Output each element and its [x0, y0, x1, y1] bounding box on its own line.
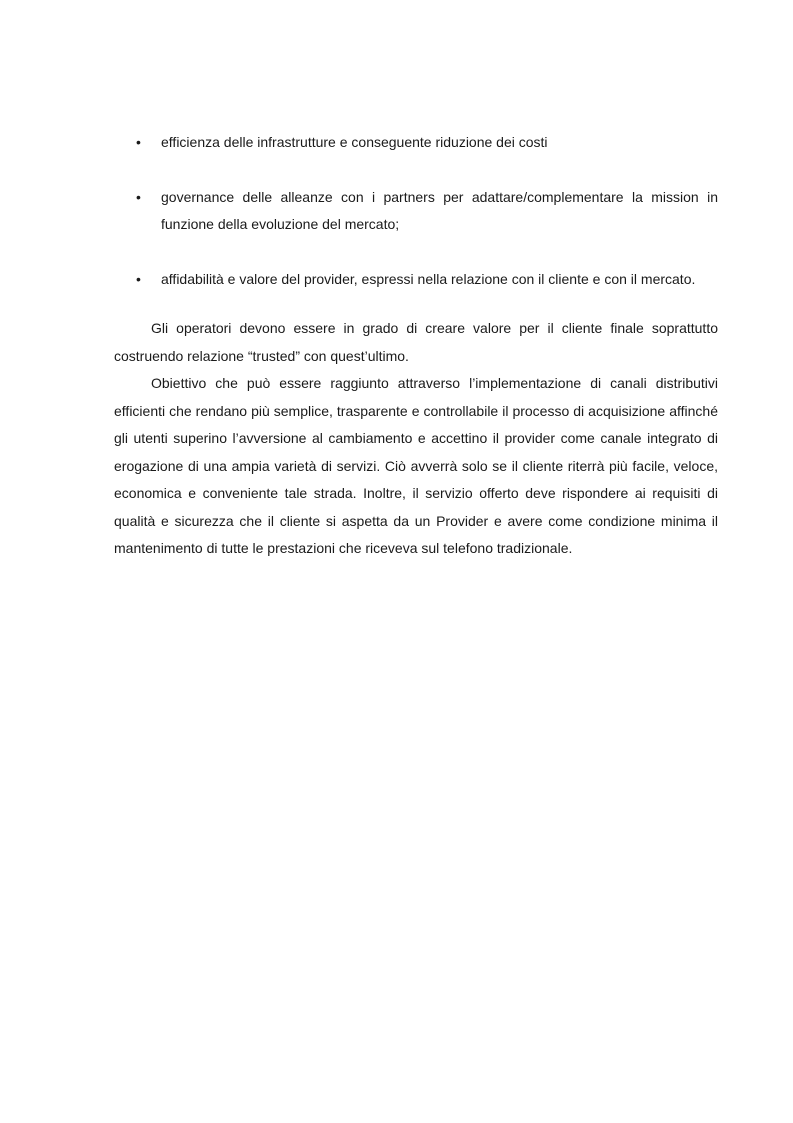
bullet-icon: • [136, 134, 141, 150]
bullet-item-infrastructure [114, 129, 718, 157]
paragraph-operators: Gli operatori devono essere in grado di creare valore per il cliente finale soprattutto costruendo relazione “trusted” con quest’ultimo. [114, 320, 718, 364]
bullet-text: efficienza delle infrastrutture e conseguente riduzione dei costi [161, 134, 548, 150]
bullet-text: governance delle alleanze con i partners per adattare/complementare la mission in funzione della evoluzione del mercato; [161, 188, 718, 232]
bullet-list [114, 129, 718, 293]
document-body [114, 129, 718, 563]
bullet-icon: • [136, 270, 141, 287]
bullet-text: affidabilità e valore del provider, espressi nella relazione con il cliente e con il mercato. [161, 270, 696, 287]
paragraph-objective: Obiettivo che può essere raggiunto attraverso l’implementazione di canali distributivi efficienti che rendano più semplice, trasparente e controllabile il processo di acquisizione affinché gli utenti superino l’avversione al cambiamento e accettino il provider come canale integrato di erogazione di una ampia varietà di servizi. Ciò avverrà solo se il cliente riterrà più facile, veloce, economica e conveniente tale strada. Inoltre, il servizio offerto deve rispondere ai requisiti di qualità e sicurezza che il cliente si aspetta da un Provider e avere come condizione minima il mantenimento di tutte le prestazioni che riceveva sul telefono tradizionale. [114, 375, 718, 556]
bullet-item-reliability [114, 266, 718, 294]
bullet-icon: • [136, 188, 141, 205]
bullet-item-governance [114, 184, 718, 239]
